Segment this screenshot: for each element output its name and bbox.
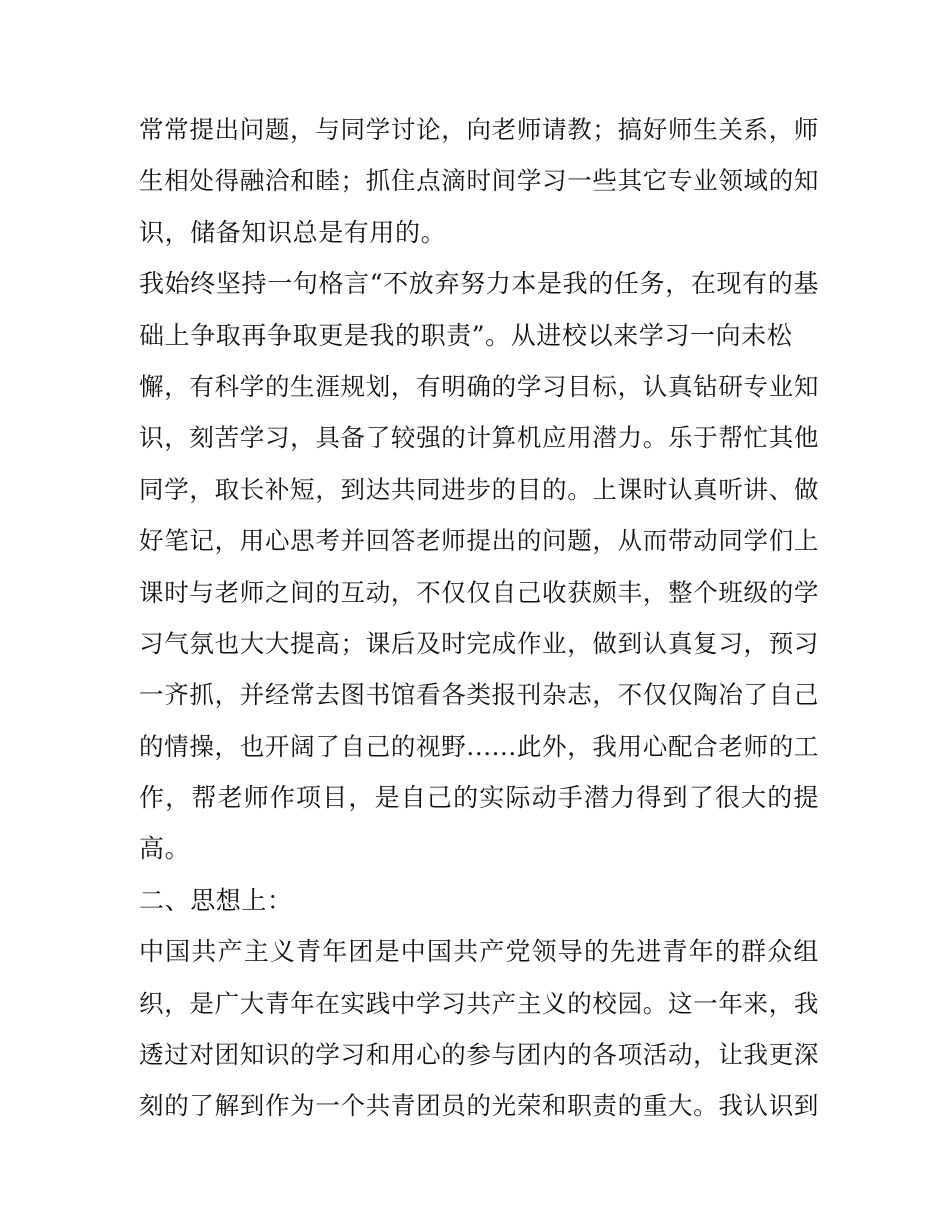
text-line: 作，帮老师作项目，是自己的实际动手潜力得到了很大的提 [139,783,819,813]
text-line: 刻的了解到作为一个共青团员的光荣和职责的重大。我认识到 [139,1091,819,1121]
text-line: 好笔记，用心思考并回答老师提出的问题，从而带动同学们上 [139,526,819,556]
text-line: 课时与老师之间的互动，不仅仅自己收获颇丰，整个班级的学 [139,577,819,607]
text-line: 识，储备知识总是有用的。 [139,217,447,247]
text-line: 中国共产主义青年团是中国共产党领导的先进青年的群众组 [139,937,819,967]
text-line: 懈，有科学的生涯规划，有明确的学习目标，认真钻研专业知 [139,371,819,401]
text-line: 识，刻苦学习，具备了较强的计算机应用潜力。乐于帮忙其他 [139,423,819,453]
section-heading: 二、思想上： [139,885,293,915]
text-line: 一齐抓，并经常去图书馆看各类报刊杂志，不仅仅陶冶了自己 [139,680,819,710]
text-line: 同学，取长补短，到达共同进步的目的。上课时认真听讲、做 [139,474,819,504]
text-line: 高。 [139,834,191,864]
text-line: 我始终坚持一句格言“不放弃努力本是我的任务，在现有的基 [139,269,819,299]
text-line: 习气氛也大大提高；课后及时完成作业，做到认真复习，预习 [139,628,819,658]
text-line: 常常提出问题，与同学讨论，向老师请教；搞好师生关系，师 [139,115,819,144]
text-line: 透过对团知识的学习和用心的参与团内的各项活动，让我更深 [139,1040,819,1070]
text-line: 生相处得融洽和睦；抓住点滴时间学习一些其它专业领域的知 [139,166,819,196]
document-body [139,104,819,1132]
text-line: 织，是广大青年在实践中学习共产主义的校园。这一年来，我 [139,988,819,1018]
text-line: 的情操，也开阔了自己的视野......此外，我用心配合老师的工 [139,731,819,761]
text-line: 础上争取再争取更是我的职责”。从进校以来学习一向未松 [139,320,793,350]
